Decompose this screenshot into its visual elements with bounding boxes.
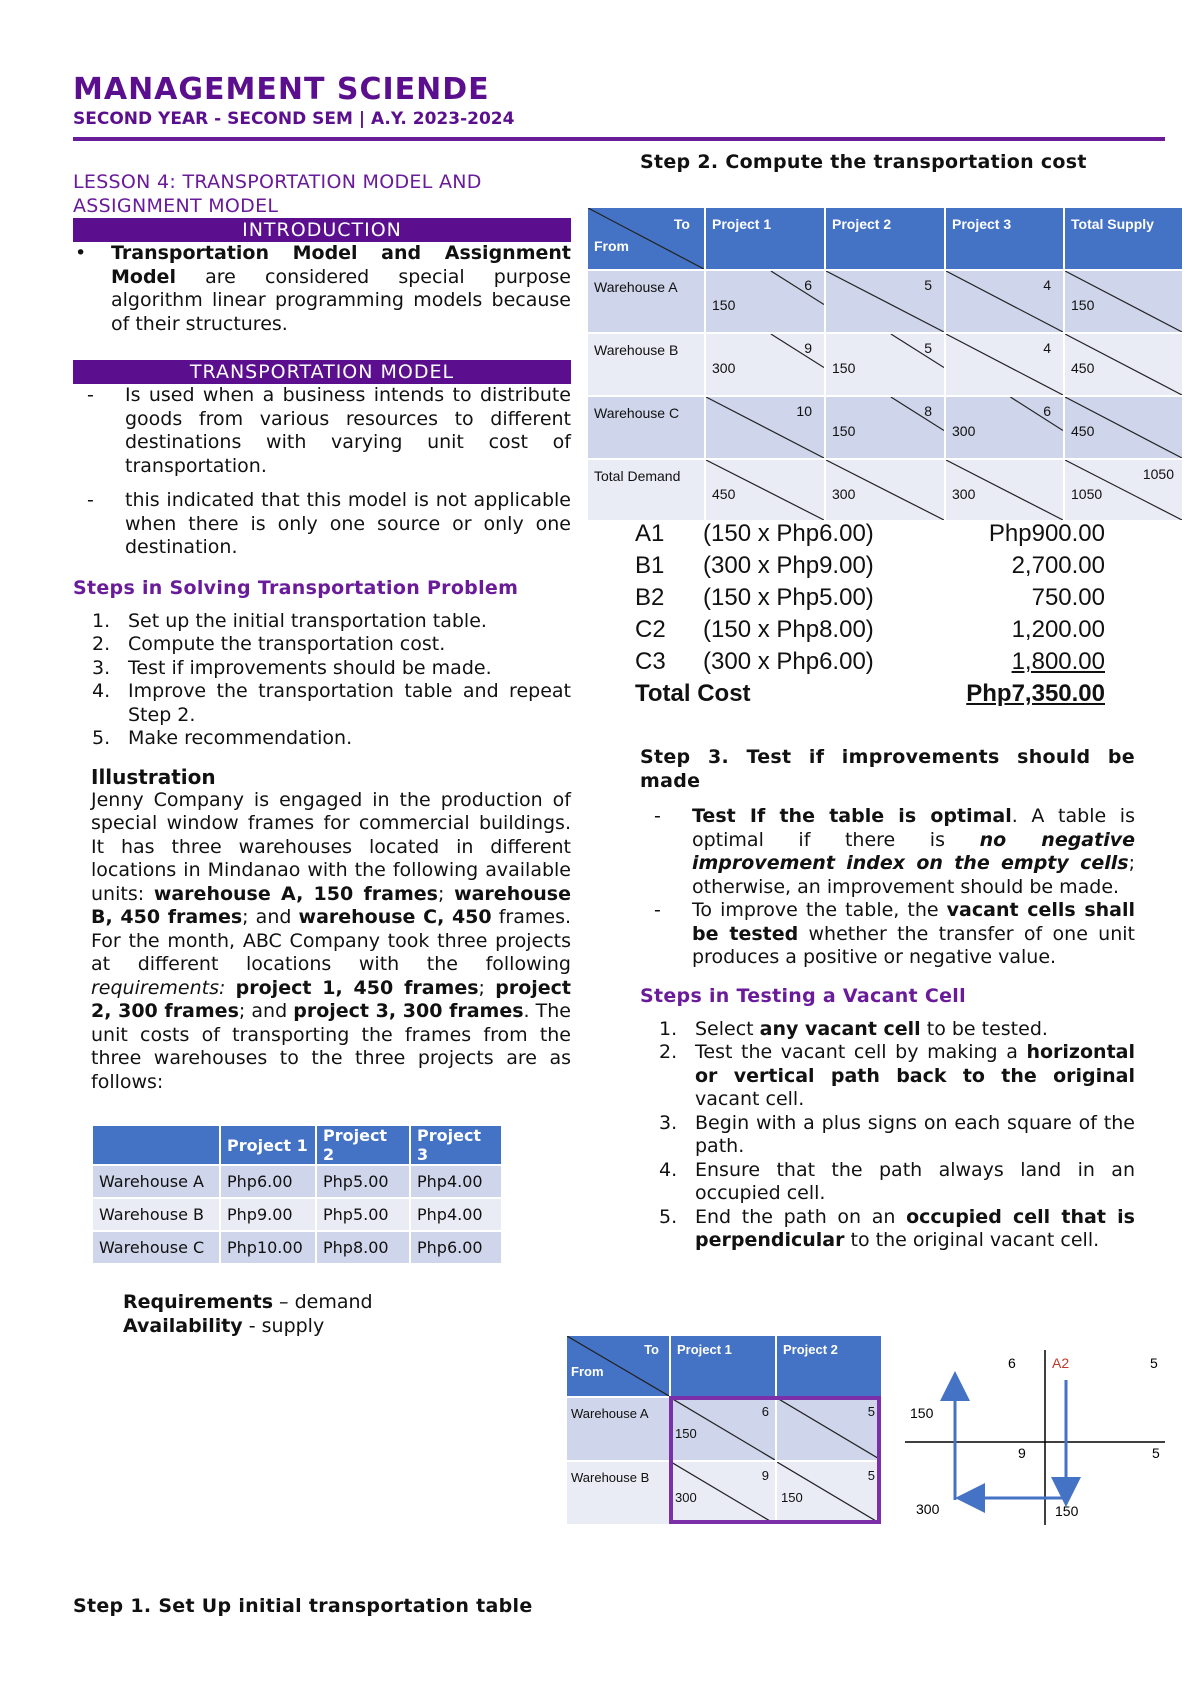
total-top: 1050 [1142, 466, 1174, 482]
unit-cost: 6 [804, 277, 812, 293]
allocation-cell [826, 271, 944, 332]
allocation-value: 300 [712, 360, 736, 376]
step-item: 1. Select any vacant cell to be tested. [659, 1017, 1048, 1040]
corner-header [567, 1336, 669, 1396]
row-label: Warehouse B [571, 1470, 650, 1485]
step2-heading: Step 2. Compute the transportation cost [640, 151, 1087, 173]
total-bottom: 1050 [1071, 486, 1103, 502]
supply-value: 150 [1071, 297, 1095, 313]
allocation-cell [706, 271, 824, 332]
table-header-row [93, 1126, 501, 1164]
column-header-label: Project 1 [677, 1342, 732, 1357]
supply-cell [1065, 271, 1182, 332]
allocation-value: 150 [832, 360, 856, 376]
table-row: Warehouse A Php6.00 Php5.00 Php4.00 [93, 1166, 501, 1197]
corner-header [588, 208, 704, 269]
allocation-cell [826, 334, 944, 395]
right-column [640, 150, 1135, 174]
unit-cost: 4 [1043, 340, 1051, 356]
step-item: 4. Ensure that the path always land in an occupied cell. [659, 1158, 1135, 1204]
to-label: To [644, 1342, 659, 1357]
column-header-label: Project 2 [832, 216, 892, 232]
column-header [826, 208, 944, 269]
step-item: 2. Compute the transportation cost. [92, 633, 446, 655]
demand-label-cell [588, 460, 704, 520]
step3-point: - To improve the table, the vacant cells shall be tested whether the transfer of one unit produces a positive or negative value. [654, 899, 1135, 968]
demand-cell [826, 460, 944, 520]
lesson-title: LESSON 4: TRANSPORTATION MODEL AND ASSIGNMENT MODEL [73, 171, 482, 217]
table-header [93, 1126, 219, 1164]
allocation-value: 150 [675, 1426, 697, 1441]
allocation-value: 150 [781, 1490, 803, 1505]
total-cost-row: Total Cost Php7,350.00 [635, 680, 1105, 707]
row-label-cell [567, 1462, 669, 1524]
allocation-value: 150 [832, 423, 856, 439]
path-b-alloc2: 150 [1055, 1503, 1079, 1519]
allocation-cell [706, 397, 824, 458]
column-header [777, 1336, 881, 1396]
intro-bold: Transportation Model and Assignment Model [111, 242, 571, 288]
unit-cost: 6 [1043, 403, 1051, 419]
vacant-cell-table [567, 1336, 882, 1531]
stepping-stone-path-diagram [900, 1340, 1170, 1530]
step-item: 5. Make recommendation. [92, 727, 353, 749]
vacant-steps-list [640, 1018, 1135, 1253]
step-item: 4. Improve the transportation table and repeat Step 2. [92, 680, 571, 726]
calc-row: B2 (150 x Php5.00) 750.00 [635, 584, 1105, 611]
from-label: From [594, 238, 629, 254]
step-item: 5. End the path on an occupied cell that is perpendicular to the original vacant cell. [659, 1205, 1135, 1251]
page-header [73, 72, 1173, 130]
path-a-alloc: 150 [910, 1405, 934, 1421]
steps-list [73, 610, 571, 751]
intro-rest: are considered special purpose algorithm linear programming models because of their structures. [111, 265, 571, 335]
row-label-cell [567, 1398, 669, 1460]
calc-row: C3 (300 x Php6.00) 1,800.00 [635, 648, 1105, 675]
column-header [706, 208, 824, 269]
table-row: Warehouse C Php10.00 Php8.00 Php6.00 [93, 1232, 501, 1263]
requirements-note: Requirements – demand Availability - supply [123, 1291, 373, 1337]
column-header [671, 1336, 775, 1396]
unit-cost-table [91, 1124, 503, 1265]
step-item: 2. Test the vacant cell by making a horizontal or vertical path back to the original vacant cell. [659, 1041, 1135, 1110]
unit-cost: 5 [924, 340, 932, 356]
unit-cost: 9 [804, 340, 812, 356]
header-divider [73, 137, 1165, 141]
unit-cost: 5 [867, 1468, 875, 1483]
step3-list [640, 805, 1135, 970]
from-label: From [571, 1364, 604, 1379]
demand-value: 300 [832, 486, 856, 502]
unit-cost: 5 [867, 1404, 875, 1419]
table-row: Warehouse B Php9.00 Php5.00 Php4.00 [93, 1199, 501, 1230]
column-header-label: Project 2 [783, 1342, 838, 1357]
supply-value: 450 [1071, 360, 1095, 376]
document-title: MANAGEMENT SCIENDE [73, 72, 490, 107]
to-label: To [673, 216, 690, 232]
step-item: 3. Test if improvements should be made. [92, 656, 492, 679]
column-header-label: Total Supply [1071, 216, 1154, 232]
illustration-title: Illustration [91, 764, 216, 789]
path-highlight-box [669, 1396, 881, 1524]
column-header-label: Project 1 [712, 216, 772, 232]
calc-row: A1 (150 x Php6.00) Php900.00 [635, 520, 1105, 547]
path-a-cost1: 6 [1008, 1355, 1016, 1371]
row-label-cell [588, 271, 704, 332]
intro-list [73, 242, 571, 336]
unit-cost: 8 [924, 403, 932, 419]
illustration-section [73, 765, 571, 1095]
step-item: 3. Begin with a plus signs on each square of the path. [659, 1111, 1135, 1157]
supply-cell [1065, 397, 1182, 458]
allocation-value: 300 [952, 423, 976, 439]
row-label-cell [588, 397, 704, 458]
allocation-value: 300 [675, 1490, 697, 1505]
tm-banner: TRANSPORTATION MODEL [73, 360, 571, 384]
demand-cell [706, 460, 824, 520]
allocation-cell [706, 334, 824, 395]
column-header-label: Project 3 [952, 216, 1012, 232]
step3-point: - Test If the table is optimal. A table is optimal if there is no negative improvement index on the empty cells; otherwise, an improvement should be made. [654, 805, 1135, 898]
left-column [73, 170, 571, 1338]
table-header: Project 3 [411, 1126, 501, 1164]
tm-point: - this indicated that this model is not applicable when there is only one source or only one destination. [87, 489, 571, 558]
allocation-cell [946, 334, 1063, 395]
path-a-cost2: 5 [1150, 1355, 1158, 1371]
allocation-cell [826, 397, 944, 458]
illustration-text: Jenny Company is engaged in the production of special window frames for commercial buildings. It has three warehouses located in different locations in Mindanao with the following available units: warehouse A, 150 frames; warehouse B, 450 frames; and warehouse C, 450 frames. For the month, ABC Company took three projects at different locations with the following requirements: project 1, 450 frames; project 2, 300 frames; and project 3, 300 frames. The unit costs of transporting the frames from the three warehouses to the three projects are as follows: [91, 788, 572, 1093]
step3-heading: Step 3. Test if improvements should be made [640, 746, 1135, 792]
allocation-value: 150 [712, 297, 736, 313]
steps-title: Steps in Solving Transportation Problem [73, 576, 519, 599]
intro-banner: INTRODUCTION [73, 218, 571, 242]
cost-calculation [635, 520, 1135, 712]
demand-cell [946, 460, 1063, 520]
document-subtitle: SECOND YEAR - SECOND SEM | A.Y. 2023-2024 [73, 109, 515, 129]
tm-list [73, 384, 571, 560]
row-label: Warehouse C [594, 405, 680, 421]
row-label: Warehouse B [594, 342, 679, 358]
calc-row: C2 (150 x Php8.00) 1,200.00 [635, 616, 1105, 643]
unit-cost: 5 [924, 277, 932, 293]
row-label: Warehouse A [594, 279, 678, 295]
unit-cost: 10 [796, 403, 812, 419]
unit-cost: 4 [1043, 277, 1051, 293]
allocation-cell [946, 271, 1063, 332]
path-b-alloc1: 300 [916, 1501, 940, 1517]
transportation-table [588, 208, 1184, 520]
demand-value: 450 [712, 486, 736, 502]
demand-label: Total Demand [594, 468, 681, 484]
path-b-cost2: 5 [1152, 1445, 1160, 1461]
path-a2-label: A2 [1052, 1355, 1070, 1371]
table-header: Project 1 [221, 1126, 315, 1164]
table-header: Project 2 [317, 1126, 409, 1164]
row-label: Warehouse A [571, 1406, 649, 1421]
supply-value: 450 [1071, 423, 1095, 439]
supply-cell [1065, 334, 1182, 395]
step-item: 1. Set up the initial transportation table. [92, 609, 487, 632]
unit-cost: 9 [761, 1468, 769, 1483]
row-label-cell [588, 334, 704, 395]
vacant-steps-title: Steps in Testing a Vacant Cell [640, 984, 966, 1007]
demand-value: 300 [952, 486, 976, 502]
grand-total-cell [1065, 460, 1182, 520]
intro-item [111, 242, 571, 336]
column-header [946, 208, 1063, 269]
step3-section [640, 745, 1135, 1253]
step1-heading: Step 1. Set Up initial transportation table [73, 1595, 533, 1617]
allocation-cell [946, 397, 1063, 458]
path-b-cost1: 9 [1018, 1445, 1026, 1461]
column-header [1065, 208, 1182, 269]
tm-point: - Is used when a business intends to distribute goods from various resources to different destinations with varying unit cost of transportation. [87, 384, 571, 477]
unit-cost: 6 [761, 1404, 769, 1419]
calc-row: B1 (300 x Php9.00) 2,700.00 [635, 552, 1105, 579]
